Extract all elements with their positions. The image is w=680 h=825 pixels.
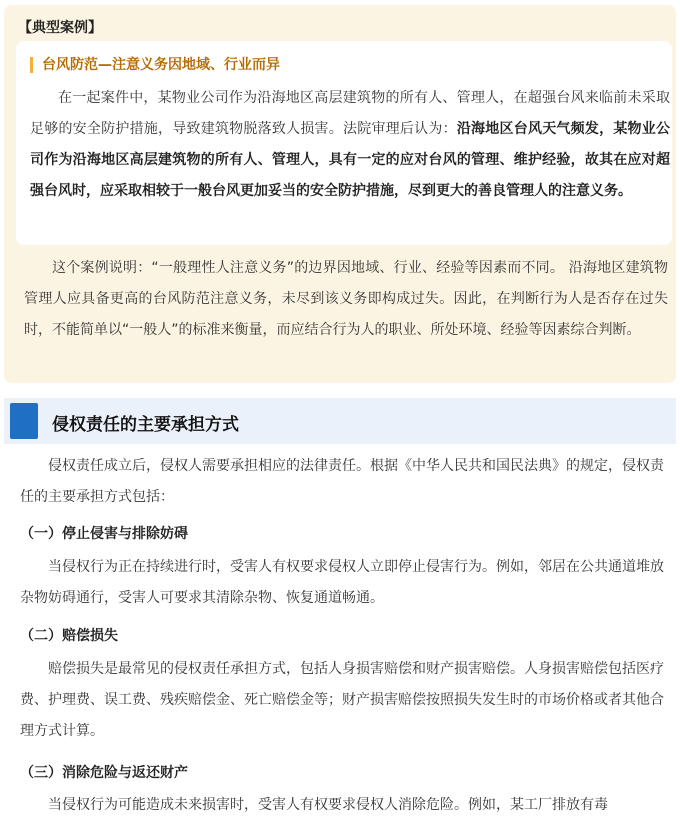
- section-title: 侵权责任的主要承担方式: [52, 415, 239, 435]
- case-tag: 【典型案例】: [18, 20, 102, 36]
- case-card: [16, 41, 672, 245]
- case-title-accent: [30, 57, 33, 73]
- section-marker: [10, 403, 38, 439]
- case-body: [30, 83, 670, 207]
- case-body-bold: 沿海地区台风天气频发，某物业公司作为沿海地区高层建筑物的所有人、管理人，具有一定的应对台风的管理、维护经验，故其在应对超强台风时，应采取相较于一般台风更加妥当的安全防护措施，尽到更大的善良管理人的注意义务。: [30, 121, 671, 199]
- item-heading: （三）消除危险与返还财产: [20, 765, 188, 781]
- section-intro: 侵权责任成立后，侵权人需要承担相应的法律责任。根据《中华人民共和国民法典》的规定，侵权责任的主要承担方式包括：: [20, 458, 664, 505]
- case-note: 这个案例说明：“一般理性人注意义务”的边界因地域、行业、经验等因素而不同。 沿海地区建筑物管理人应具备更高的台风防范注意义务，未尽到该义务即构成过失。因此，在判断行为人是否存在过失时，不能简单以“一般人”的标准来衡量，而应结合行为人的职业、所处环境、经验等因素综合判断。: [24, 260, 668, 338]
- item-heading: （二）赔偿损失: [20, 628, 118, 644]
- section-header: [4, 398, 676, 444]
- item-heading: （一）停止侵害与排除妨碍: [20, 526, 188, 542]
- case-body-plain: 在一起案件中，某物业公司作为沿海地区高层建筑物的所有人、管理人，在超强台风来临前未采取足够的安全防护措施，导致建筑物脱落致人损害。法院审理后认为：: [30, 90, 670, 137]
- case-box: [4, 5, 676, 383]
- item-text: 当侵权行为正在持续进行时，受害人有权要求侵权人立即停止侵害行为。例如，邻居在公共通道堆放杂物妨碍通行，受害人可要求其清除杂物、恢复通道畅通。: [20, 559, 664, 606]
- item-text: 当侵权行为可能造成未来损害时，受害人有权要求侵权人消除危险。例如，某工厂排放有毒: [48, 797, 608, 813]
- item-text: 赔偿损失是最常见的侵权责任承担方式，包括人身损害赔偿和财产损害赔偿。人身损害赔偿包括医疗费、护理费、误工费、残疾赔偿金、死亡赔偿金等；财产损害赔偿按照损失发生时的市场价格或者其他合理方式计算。: [20, 661, 664, 739]
- case-title: 台风防范—注意义务因地域、行业而异: [42, 57, 280, 73]
